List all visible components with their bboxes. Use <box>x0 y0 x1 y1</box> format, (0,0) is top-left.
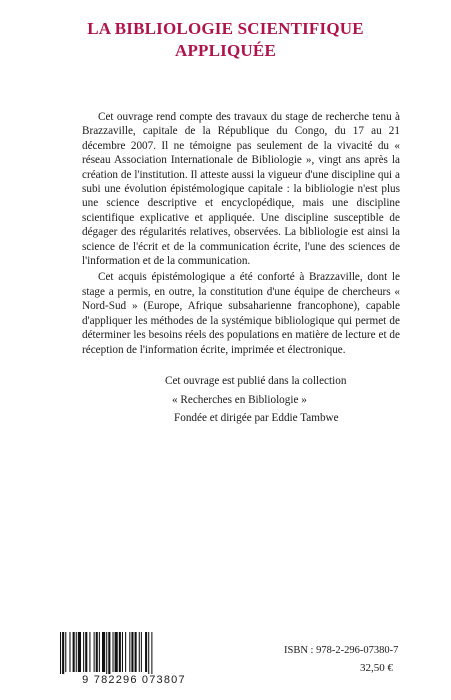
barcode-bars <box>56 632 212 676</box>
barcode-bar <box>96 632 98 672</box>
barcode-bar <box>78 632 81 672</box>
price-label: 32,50 € <box>360 662 393 674</box>
barcode-bar <box>141 632 142 672</box>
barcode-bar <box>108 632 110 676</box>
barcode-bar <box>122 632 123 672</box>
collection-intro: Cet ouvrage est publié dans la collection <box>165 375 347 387</box>
barcode-bar <box>125 632 126 672</box>
collection-director: Fondée et dirigée par Eddie Tambwe <box>174 412 339 424</box>
barcode-bar <box>94 632 95 672</box>
barcode-bar <box>145 632 147 672</box>
book-title <box>0 18 451 62</box>
barcode-bar <box>135 632 137 672</box>
barcode-bar <box>113 632 114 672</box>
barcode-bar <box>129 632 130 672</box>
barcode-bar <box>85 632 87 672</box>
barcode-bar <box>69 632 70 672</box>
barcode <box>56 632 212 688</box>
back-cover-blurb <box>82 110 400 357</box>
barcode-bar <box>62 632 64 676</box>
barcode-bar <box>60 632 61 676</box>
title-line-1: LA BIBLIOLOGIE SCIENTIFIQUE <box>87 19 364 38</box>
barcode-bar <box>83 632 84 672</box>
collection-name: « Recherches en Bibliologie » <box>172 394 307 406</box>
barcode-bar <box>76 632 77 672</box>
barcode-bar <box>65 632 66 672</box>
blurb-paragraph-1: Cet ouvrage rend compte des travaux du stage de recherche tenu à Brazzaville, capitale de la République du Congo, du 17 au 21 décembre 2007. Il ne témoigne pas seulement de la vivacité du « réseau Association Internationale de Bibliologie », vingt ans après la création de l'institution. Il atteste aussi la vigueur d'une discipline qui a subi une évolution épistémologique capitale : la bibliologie n'est plus une science descriptive et encyclopédique, mais une discipline scientifique explicative et appliquée. Une discipline susceptible de dégager des régularités relatives, observées. La bibliologie est ainsi la science de l'écrit et de la communication écrite, l'une des sciences de l'information et de la communication. <box>82 111 400 268</box>
barcode-bar <box>139 632 140 672</box>
barcode-bar <box>151 632 152 676</box>
title-line-2: APPLIQUÉE <box>175 41 276 60</box>
barcode-bar <box>115 632 118 672</box>
barcode-bar <box>99 632 100 672</box>
barcode-bar <box>148 632 149 676</box>
barcode-number: 9 782296 073807 <box>56 674 212 687</box>
isbn-label: ISBN : 978-2-296-07380-7 <box>284 645 399 656</box>
barcode-bar <box>106 632 107 676</box>
blurb-paragraph-2: Cet acquis épistémologique a été conforté à Brazzaville, dont le stage a permis, en outre, la constitution d'une équipe de chercheurs « Nord-Sud » (Europe, Afrique subsaharienne francophone), capable d'appliquer les méthodes de la systémique bibliologique qui permet de déterminer les besoins réels des populations en matière de lecture et de réception de l'information écrite, imprimée et électronique. <box>82 271 400 356</box>
barcode-bar <box>131 632 133 672</box>
barcode-bar <box>73 632 75 672</box>
barcode-bar <box>119 632 121 672</box>
barcode-bar <box>89 632 90 672</box>
barcode-bar <box>102 632 105 672</box>
